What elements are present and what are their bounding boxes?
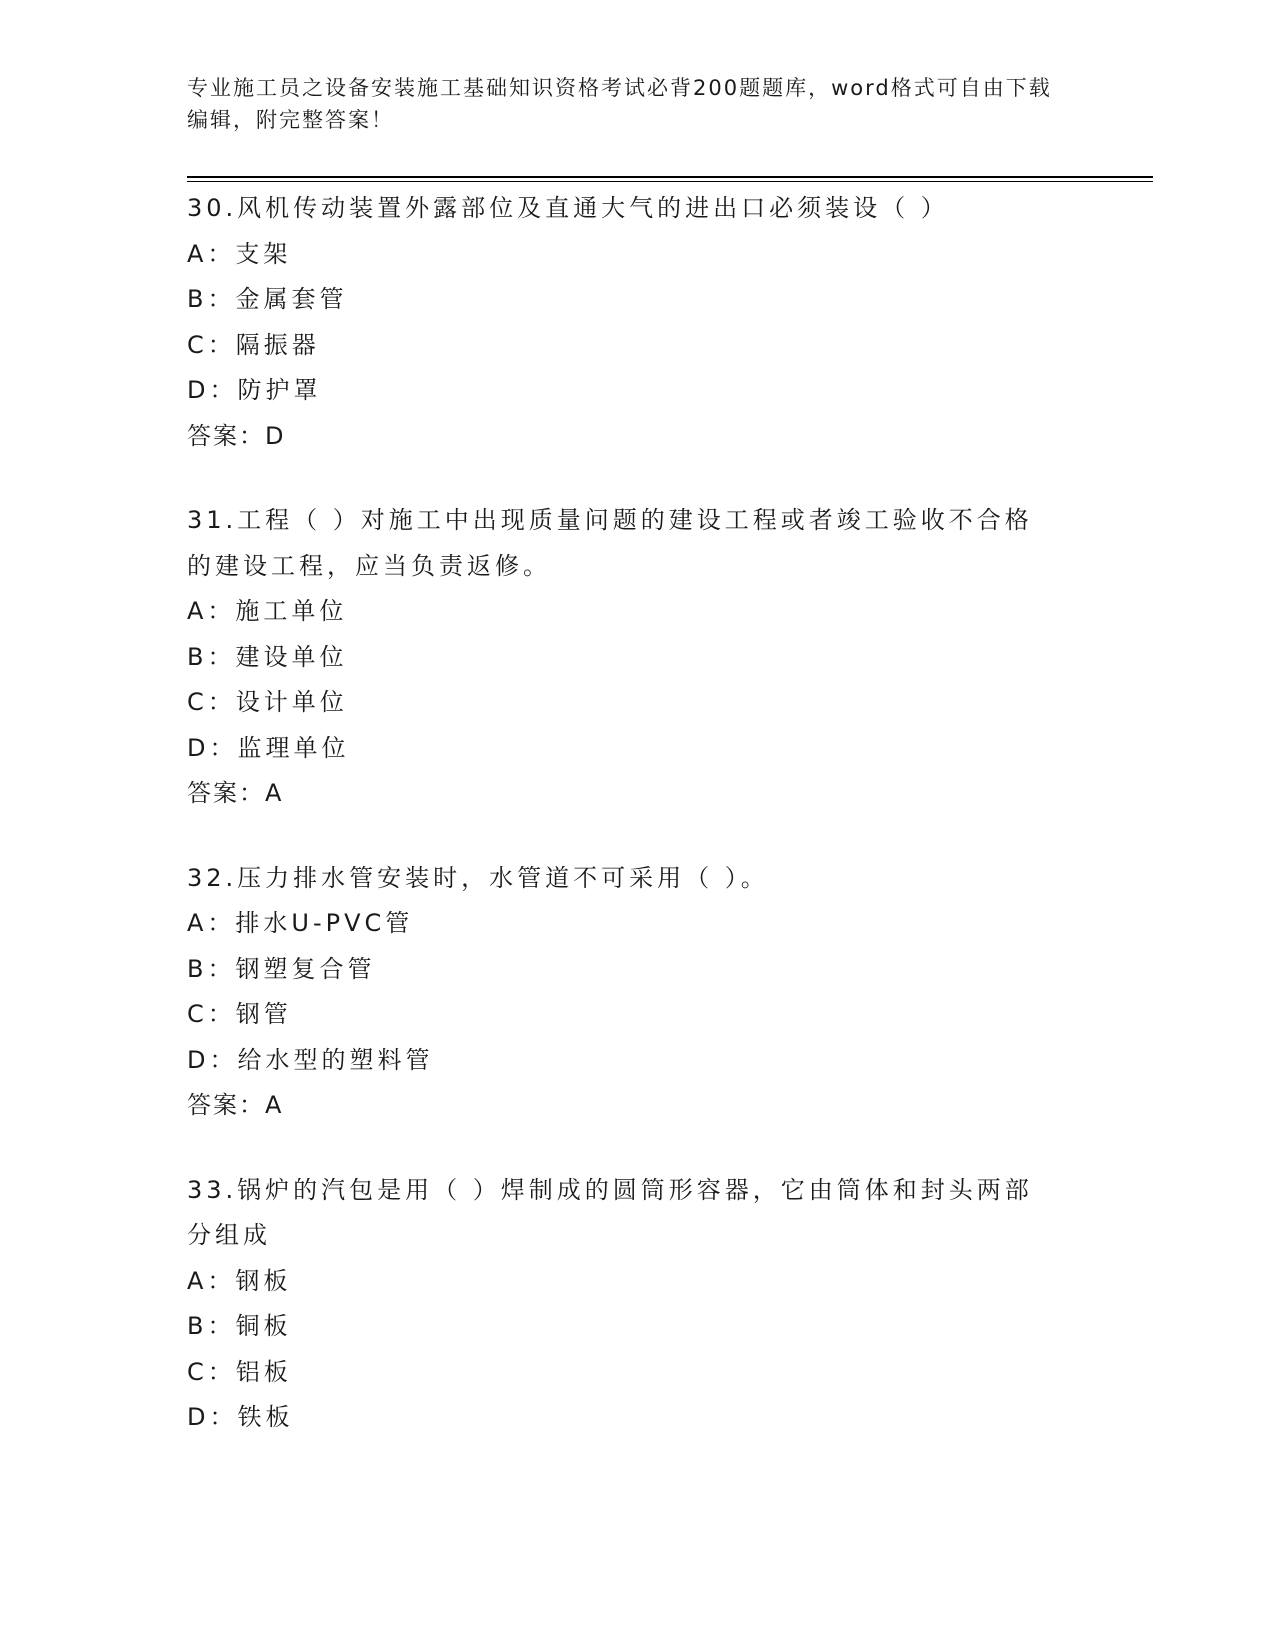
option-a: A：施工单位 [187, 597, 348, 625]
question-text: 30.风机传动装置外露部位及直通大气的进出口必须装设（ ） [187, 194, 949, 222]
answer-text: 答案：A [187, 779, 284, 807]
header-divider [187, 176, 1153, 178]
option-b: B：钢塑复合管 [187, 954, 376, 983]
question-32 [187, 856, 1087, 1129]
option-a: A：支架 [187, 239, 292, 268]
option-d: D：给水型的塑料管 [187, 1045, 434, 1074]
answer-text: 答案：A [187, 1091, 284, 1119]
option-d: D：防护罩 [187, 376, 322, 404]
option-c: C：钢管 [187, 1000, 292, 1028]
option-d: D：铁板 [187, 1403, 294, 1431]
option-c: C：隔振器 [187, 330, 320, 359]
option-b: B：建设单位 [187, 642, 348, 671]
option-d: D：监理单位 [187, 733, 350, 762]
question-text: 31.工程（ ）对施工中出现质量问题的建设工程或者竣工验收不合格 [187, 506, 1033, 534]
question-31 [187, 498, 1087, 817]
question-list [187, 186, 1087, 1480]
question-33 [187, 1168, 1087, 1441]
question-text: 33.锅炉的汽包是用（ ）焊制成的圆筒形容器，它由筒体和封头两部 [187, 1175, 1033, 1204]
option-b: B：铜板 [187, 1312, 292, 1340]
question-30 [187, 186, 1087, 459]
option-c: C：设计单位 [187, 688, 348, 716]
question-text: 32.压力排水管安装时，水管道不可采用（ ）。 [187, 863, 769, 892]
question-text-continued: 的建设工程，应当负责返修。 [187, 551, 551, 580]
header-divider-thin [187, 181, 1153, 182]
option-c: C：铝板 [187, 1357, 292, 1386]
option-b: B：金属套管 [187, 285, 348, 313]
option-a: A：钢板 [187, 1266, 292, 1295]
answer-text: 答案：D [187, 421, 286, 450]
option-a: A：排水U-PVC管 [187, 909, 414, 937]
document-header: 专业施工员之设备安装施工基础知识资格考试必背200题题库，word格式可自由下载编辑，附完整答案！ [187, 76, 1052, 132]
question-text-continued: 分组成 [187, 1221, 271, 1249]
